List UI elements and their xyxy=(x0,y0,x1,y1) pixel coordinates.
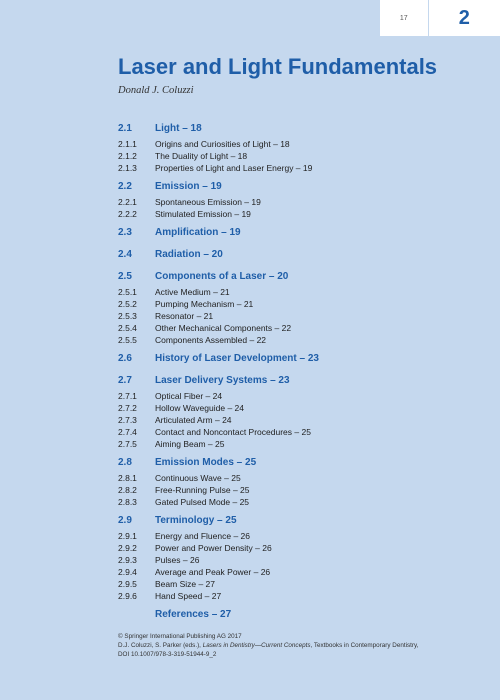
toc-entry-title: Aiming Beam – 25 xyxy=(155,439,225,449)
toc-subsection-entry[interactable] xyxy=(118,163,448,175)
toc-entry-number: 2.8 xyxy=(118,457,132,468)
toc-subsection-entry[interactable] xyxy=(118,415,448,427)
toc-subsection-entry[interactable] xyxy=(118,485,448,497)
toc-subsection-entry[interactable] xyxy=(118,335,448,347)
toc-entry-number: 2.5 xyxy=(118,271,132,282)
toc-entry-title: Pumping Mechanism – 21 xyxy=(155,299,254,309)
toc-section-entry[interactable] xyxy=(118,609,448,625)
toc-entry-title: Stimulated Emission – 19 xyxy=(155,209,251,219)
toc-entry-number: 2.2 xyxy=(118,181,132,192)
toc-entry-title: Emission – 19 xyxy=(155,181,222,192)
toc-entry-number: 2.9.3 xyxy=(118,555,137,565)
toc-subsection-entry[interactable] xyxy=(118,579,448,591)
toc-entry-title: Components of a Laser – 20 xyxy=(155,271,289,282)
toc-entry-number: 2.3 xyxy=(118,227,132,238)
toc-entry-number: 2.5.4 xyxy=(118,323,137,333)
copyright-line: © Springer International Publishing AG 2017 xyxy=(118,633,242,640)
toc-entry-title: Spontaneous Emission – 19 xyxy=(155,197,261,207)
toc-entry-number: 2.2.2 xyxy=(118,209,137,219)
toc-subsection-entry[interactable] xyxy=(118,473,448,485)
toc-entry-title: Resonator – 21 xyxy=(155,311,214,321)
toc-entry-number: 2.8.3 xyxy=(118,497,137,507)
toc-entry-title: Gated Pulsed Mode – 25 xyxy=(155,497,250,507)
toc-subsection-entry[interactable] xyxy=(118,299,448,311)
toc-subsection-entry[interactable] xyxy=(118,391,448,403)
toc-entry-number: 2.5.3 xyxy=(118,311,137,321)
toc-entry-title: Contact and Noncontact Procedures – 25 xyxy=(155,427,311,437)
toc-entry-number: 2.4 xyxy=(118,249,132,260)
toc-subsection-entry[interactable] xyxy=(118,323,448,335)
toc-entry-title: Emission Modes – 25 xyxy=(155,457,257,468)
citation-line xyxy=(118,641,488,650)
toc-entry-title: Light – 18 xyxy=(155,123,202,134)
toc-entry-number: 2.7.2 xyxy=(118,403,137,413)
toc-entry-number: 2.9.2 xyxy=(118,543,137,553)
toc-entry-title: Origins and Curiosities of Light – 18 xyxy=(155,139,290,149)
toc-entry-title: Amplification – 19 xyxy=(155,227,241,238)
toc-subsection-entry[interactable] xyxy=(118,139,448,151)
citation-prefix: D.J. Coluzzi, S. Parker (eds.), xyxy=(118,642,203,649)
toc-entry-number: 2.7.4 xyxy=(118,427,137,437)
toc-entry-number: 2.1 xyxy=(118,123,132,134)
toc-entry-number: 2.9 xyxy=(118,515,132,526)
toc-entry-title: Free-Running Pulse – 25 xyxy=(155,485,250,495)
toc-subsection-entry[interactable] xyxy=(118,209,448,221)
toc-entry-title: Power and Power Density – 26 xyxy=(155,543,272,553)
toc-entry-number: 2.2.1 xyxy=(118,197,137,207)
toc-entry-title: Components Assembled – 22 xyxy=(155,335,267,345)
footer xyxy=(118,632,488,659)
toc-entry-number: 2.7.1 xyxy=(118,391,137,401)
toc-entry-title: Energy and Fluence – 26 xyxy=(155,531,250,541)
toc-entry-number: 2.9.1 xyxy=(118,531,137,541)
toc-section-entry[interactable] xyxy=(118,227,448,243)
chapter-number: 2 xyxy=(428,0,500,36)
toc-entry-number: 2.5.2 xyxy=(118,299,137,309)
toc-entry-number: 2.1.1 xyxy=(118,139,137,149)
toc-subsection-entry[interactable] xyxy=(118,403,448,415)
page-number: 17 xyxy=(380,0,428,36)
toc-entry-number: 2.1.3 xyxy=(118,163,137,173)
toc-entry-number: 2.7.3 xyxy=(118,415,137,425)
toc-subsection-entry[interactable] xyxy=(118,311,448,323)
toc-subsection-entry[interactable] xyxy=(118,197,448,209)
toc-subsection-entry[interactable] xyxy=(118,543,448,555)
toc-subsection-entry[interactable] xyxy=(118,591,448,603)
table-of-contents xyxy=(118,123,448,625)
toc-section-entry[interactable] xyxy=(118,457,448,473)
toc-section-entry[interactable] xyxy=(118,271,448,287)
toc-entry-title: Beam Size – 27 xyxy=(155,579,216,589)
chapter-author: Donald J. Coluzzi xyxy=(118,85,194,96)
toc-entry-title: Continuous Wave – 25 xyxy=(155,473,241,483)
toc-entry-title: Radiation – 20 xyxy=(155,249,223,260)
toc-subsection-entry[interactable] xyxy=(118,439,448,451)
toc-subsection-entry[interactable] xyxy=(118,567,448,579)
toc-subsection-entry[interactable] xyxy=(118,497,448,509)
toc-section-entry[interactable] xyxy=(118,123,448,139)
toc-entry-title: Average and Peak Power – 26 xyxy=(155,567,271,577)
toc-entry-title: Properties of Light and Laser Energy – 19 xyxy=(155,163,313,173)
doi-line: DOI 10.1007/978-3-319-51944-9_2 xyxy=(118,651,217,658)
toc-entry-number: 2.1.2 xyxy=(118,151,137,161)
toc-section-entry[interactable] xyxy=(118,375,448,391)
toc-entry-title: Hand Speed – 27 xyxy=(155,591,222,601)
toc-section-entry[interactable] xyxy=(118,181,448,197)
toc-entry-number: 2.9.5 xyxy=(118,579,137,589)
toc-entry-number: 2.9.6 xyxy=(118,591,137,601)
toc-entry-title: Active Medium – 21 xyxy=(155,287,230,297)
toc-entry-number: 2.8.1 xyxy=(118,473,137,483)
toc-subsection-entry[interactable] xyxy=(118,287,448,299)
toc-entry-title: Optical Fiber – 24 xyxy=(155,391,223,401)
toc-subsection-entry[interactable] xyxy=(118,151,448,163)
citation-suffix: , Textbooks in Contemporary Dentistry, xyxy=(310,642,419,649)
toc-entry-title: The Duality of Light – 18 xyxy=(155,151,248,161)
toc-entry-title: References – 27 xyxy=(155,609,232,620)
toc-entry-number: 2.5.1 xyxy=(118,287,137,297)
toc-entry-title: History of Laser Development – 23 xyxy=(155,353,319,364)
toc-section-entry[interactable] xyxy=(118,515,448,531)
toc-section-entry[interactable] xyxy=(118,249,448,265)
citation-book-title: Lasers in Dentistry—Current Concepts xyxy=(202,642,311,649)
toc-subsection-entry[interactable] xyxy=(118,531,448,543)
toc-entry-title: Hollow Waveguide – 24 xyxy=(155,403,244,413)
toc-section-entry[interactable] xyxy=(118,353,448,369)
toc-entry-title: Articulated Arm – 24 xyxy=(155,415,232,425)
toc-entry-number: 2.8.2 xyxy=(118,485,137,495)
toc-subsection-entry[interactable] xyxy=(118,427,448,439)
toc-entry-title: Other Mechanical Components – 22 xyxy=(155,323,292,333)
header-tab xyxy=(380,0,500,36)
toc-subsection-entry[interactable] xyxy=(118,555,448,567)
toc-entry-number: 2.7.5 xyxy=(118,439,137,449)
toc-entry-number: 2.5.5 xyxy=(118,335,137,345)
toc-entry-title: Pulses – 26 xyxy=(155,555,200,565)
toc-entry-title: Laser Delivery Systems – 23 xyxy=(155,375,290,386)
toc-entry-number: 2.6 xyxy=(118,353,132,364)
toc-entry-number: 2.9.4 xyxy=(118,567,137,577)
toc-entry-number: 2.7 xyxy=(118,375,132,386)
toc-entry-title: Terminology – 25 xyxy=(155,515,237,526)
chapter-title: Laser and Light Fundamentals xyxy=(118,54,438,79)
